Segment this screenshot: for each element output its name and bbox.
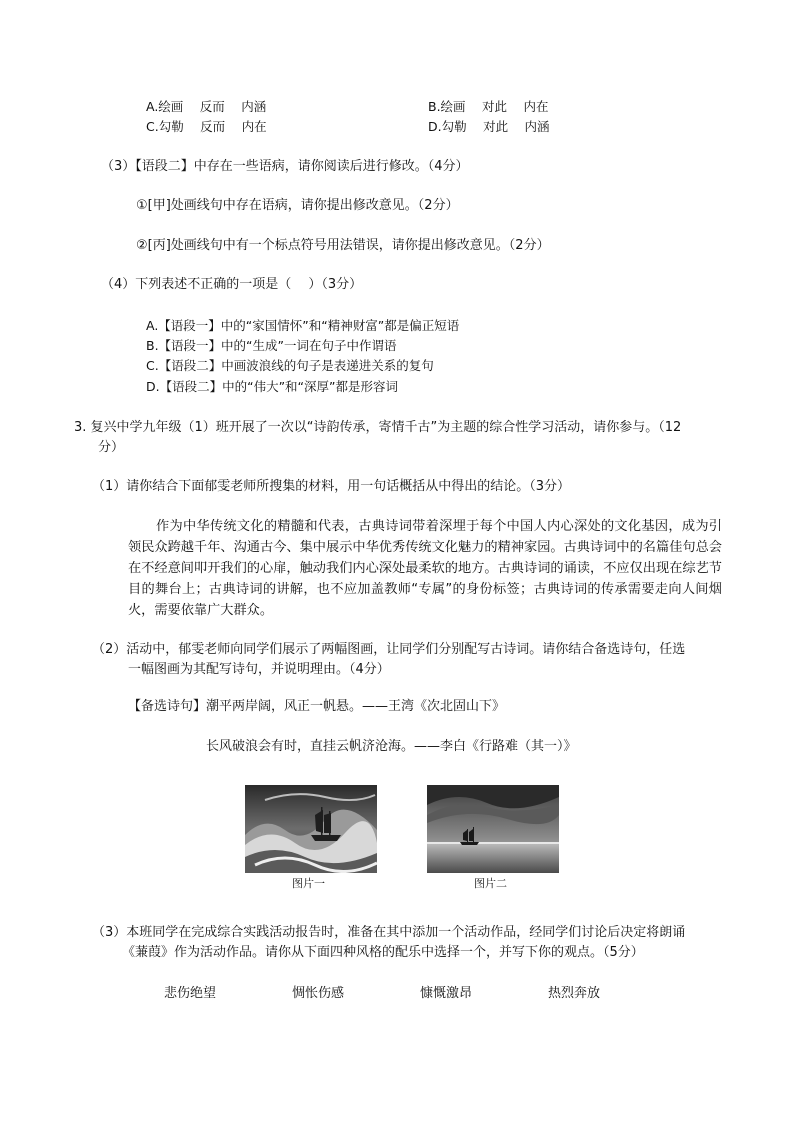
option-b: B.绘画 对此 内在 (428, 99, 549, 114)
option-a: A.绘画 反而 内涵 (146, 99, 267, 114)
option-c: C.勾勒 反而 内在 (146, 119, 267, 134)
q3-subquestion-2: （2）活动中，郁雯老师向同学们展示了两幅图画，让同学们分别配写古诗词。请你结合备选诗句，任选 (92, 642, 686, 657)
poem-option-2: 长风破浪会有时，直挂云帆济沧海。——李白《行路难（其一）》 (206, 739, 577, 754)
q3-subquestion-2-cont: 一幅图画为其配写诗句，并说明理由。（4分） (128, 662, 390, 677)
subquestion-3-item-2: ②[丙]处画线句中有一个标点符号用法错误，请你提出修改意见。（2分） (136, 238, 550, 253)
picture-1-caption: 图片一 (292, 877, 325, 890)
q3-subquestion-3-cont: 《蒹葭》作为活动作品。请你从下面四种风格的配乐中选择一个，并写下你的观点。（5分） (122, 945, 644, 960)
option-d: D.勾勒 对此 内涵 (428, 119, 550, 134)
material-paragraph: 作为中华传统文化的精髓和代表，古典诗词带着深埋于每个中国人内心深处的文化基因，成为引领民众跨越千年、沟通古今、集中展示中华优秀传统文化魅力的精神家园。古典诗词中的名篇佳句总会在不经意间叩开我们的心扉，触动我们内心深处最柔软的地方。古典诗词的诵读，不应仅出现在综艺节目的舞台上；古典诗词的讲解，也不应加盖教师“专属”的身份标签；古典诗词的传承需要走向人间烟火，需要依靠广大群众。 (128, 519, 722, 618)
picture-2 (427, 785, 559, 873)
music-style-1: 悲伤绝望 (164, 986, 217, 1001)
music-style-2: 惆怅伤感 (292, 986, 345, 1001)
subquestion-4-option-b: B.【语段一】中的“生成”一词在句子中作谓语 (146, 338, 397, 353)
subquestion-4: （4）下列表述不正确的一项是（ ）（3分） (101, 277, 363, 292)
question-3-stem-cont: 分） (98, 440, 125, 455)
subquestion-4-option-d: D.【语段二】中的“伟大”和“深厚”都是形容词 (146, 379, 399, 394)
subquestion-3-item-1: ①[甲]处画线句中存在语病，请你提出修改意见。（2分） (136, 198, 459, 213)
subquestion-4-option-c: C.【语段二】中画波浪线的句子是表递进关系的复句 (146, 358, 434, 373)
subquestion-3: （3）【语段二】中存在一些语病，请你阅读后进行修改。（4分） (101, 159, 469, 174)
q3-subquestion-3: （3）本班同学在完成综合实践活动报告时，准备在其中添加一个活动作品，经同学们讨论后决定将朗诵 (92, 925, 686, 940)
poem-option-1: 【备选诗句】潮平两岸阔，风正一帆悬。——王湾《次北固山下》 (128, 699, 506, 714)
question-3-stem: 3. 复兴中学九年级（1）班开展了一次以“诗韵传承，寄情千古”为主题的综合性学习活动，请你参与。（12 (74, 420, 682, 435)
q3-subquestion-1: （1）请你结合下面郁雯老师所搜集的材料，用一句话概括从中得出的结论。（3分） (92, 479, 571, 494)
music-style-3: 慷慨激昂 (420, 986, 473, 1001)
picture-2-caption: 图片二 (474, 877, 507, 890)
picture-1 (245, 785, 377, 873)
music-style-4: 热烈奔放 (548, 986, 601, 1001)
subquestion-4-option-a: A.【语段一】中的“家国情怀”和“精神财富”都是偏正短语 (146, 318, 460, 333)
